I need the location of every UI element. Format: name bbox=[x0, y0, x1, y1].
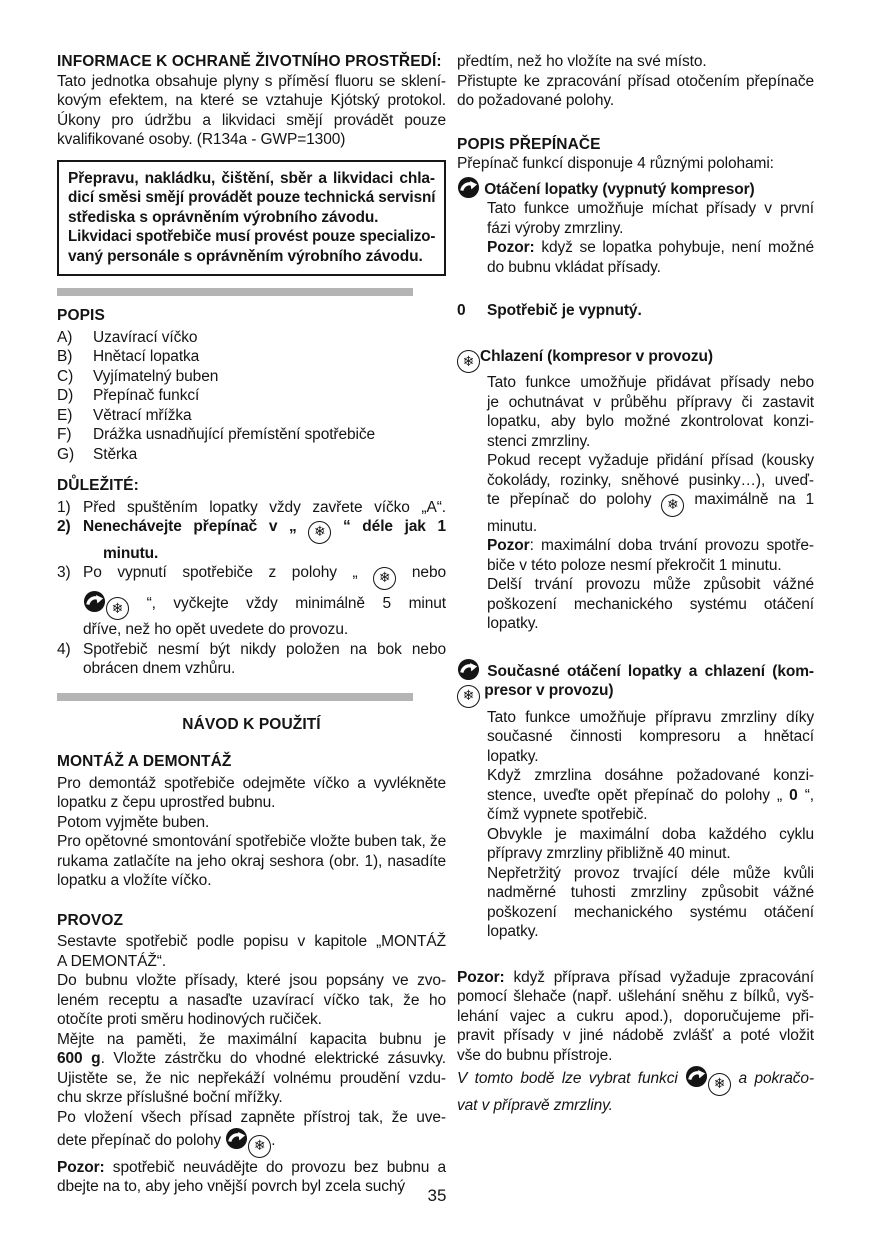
section-divider-bar bbox=[57, 288, 413, 296]
snowflake-icon: ❄ bbox=[457, 350, 480, 373]
text-run: V tomto bodě lze vybrat funkci bbox=[457, 1070, 686, 1087]
text-line bbox=[457, 968, 814, 988]
text-line bbox=[457, 805, 814, 825]
text-line bbox=[457, 373, 814, 393]
text-line bbox=[57, 871, 446, 891]
text-run: Pro opětovné smontování spotřebiče vložte buben tak, že bbox=[57, 833, 447, 850]
text-line bbox=[457, 595, 814, 615]
text-line bbox=[57, 1108, 446, 1128]
text-line bbox=[57, 1158, 446, 1178]
text-line bbox=[57, 640, 446, 660]
text-line bbox=[457, 556, 814, 576]
text-run: Hnětací lopatka bbox=[93, 348, 200, 365]
text-line bbox=[57, 1069, 446, 1089]
text-line bbox=[57, 774, 446, 794]
column-left bbox=[57, 52, 446, 1197]
text-line bbox=[457, 1026, 814, 1046]
text-line bbox=[57, 386, 446, 406]
text-run: Úkony pro údržbu a likvidaci smějí provádět pouze bbox=[57, 111, 446, 129]
text-line bbox=[457, 1065, 814, 1096]
text-run: Pro demontáž spotřebiče odejměte víčko a vyvlékněte bbox=[57, 774, 446, 792]
text-line bbox=[457, 258, 814, 278]
text-line bbox=[457, 301, 814, 321]
list-marker: C) bbox=[57, 367, 74, 385]
text-line bbox=[457, 727, 814, 747]
text-run: lopatku, aby bylo možné zkontrolovat konzi- bbox=[487, 413, 814, 430]
paragraph bbox=[57, 72, 446, 150]
list-marker: 1) bbox=[57, 498, 71, 516]
text-line bbox=[57, 517, 446, 544]
text-line bbox=[68, 188, 436, 208]
section-heading: INFORMACE K OCHRANĚ ŽIVOTNÍHO PROSTŘEDÍ: bbox=[57, 53, 442, 70]
text-run: Pozor: bbox=[457, 968, 505, 986]
text-line bbox=[57, 445, 446, 465]
paddle-rotation-icon bbox=[457, 176, 480, 199]
text-run: Po vypnutí spotřebiče z polohy „ bbox=[83, 564, 374, 581]
text-run: dbejte na to, aby jeho vnější povrch byl zcela suchý bbox=[57, 1178, 406, 1195]
text-run: “ déle jak 1 bbox=[331, 518, 446, 535]
text-run: Tato funkce umožňuje přidávat přísady nebo bbox=[487, 374, 814, 391]
text-line bbox=[457, 825, 814, 845]
text-line bbox=[57, 91, 446, 111]
text-line bbox=[457, 176, 814, 200]
text-run: obrácen dnem vzhůru. bbox=[83, 660, 236, 677]
text-run: kovým efektem, na které se vztahuje Kjótský protokol. bbox=[57, 92, 446, 109]
text-run: Otáčení lopatky (vypnutý kompresor) bbox=[480, 180, 755, 198]
text-run: Chlazení (kompresor v provozu) bbox=[480, 347, 713, 365]
paragraph bbox=[57, 774, 446, 891]
warning-box bbox=[57, 160, 446, 277]
list-marker: 0 bbox=[457, 302, 466, 319]
text-run: : maximální doba trvání provozu spotře- bbox=[529, 537, 814, 554]
text-line bbox=[57, 544, 446, 564]
text-line bbox=[457, 393, 814, 413]
text-run: . Vložte zástrčku do vhodné elektrické zásuvky. bbox=[100, 1050, 446, 1067]
text-line bbox=[57, 328, 446, 348]
text-run: Nepřetržitý provoz trvající déle může kvůli bbox=[487, 864, 814, 882]
text-line bbox=[68, 247, 435, 267]
text-run: dříve, než ho opět uvedete do provozu. bbox=[83, 621, 349, 638]
text-line bbox=[457, 987, 814, 1007]
list-marker: G) bbox=[57, 445, 75, 463]
list-marker: 4) bbox=[57, 640, 71, 658]
text-run: spotřebič neuvádějte do provozu bez bubnu a bbox=[104, 1158, 446, 1176]
text-run: Přepínač funkcí disponuje 4 různými polohami: bbox=[457, 155, 774, 172]
text-run: Pozor bbox=[487, 537, 530, 554]
text-line bbox=[57, 72, 446, 92]
text-line bbox=[457, 614, 814, 634]
text-line bbox=[68, 227, 436, 247]
text-line bbox=[57, 1088, 446, 1108]
text-line bbox=[457, 1046, 814, 1066]
text-run: vat v přípravě zmrzliny. bbox=[457, 1096, 613, 1114]
text-run: poškození mechanického systému otáčení bbox=[487, 903, 814, 921]
text-line bbox=[57, 991, 446, 1011]
list-marker: F) bbox=[57, 426, 72, 443]
text-run: Ujistěte se, že nic nepřekáží volnému proudění vzdu- bbox=[57, 1069, 446, 1087]
text-run: a pokračo- bbox=[731, 1070, 814, 1087]
text-run: Tato funkce umožňuje přípravu zmrzliny díky bbox=[487, 708, 814, 726]
paddle-rotation-icon bbox=[457, 658, 480, 681]
paragraph bbox=[457, 968, 814, 1116]
text-run: když se lopatka pohybuje, není možné bbox=[534, 239, 814, 256]
paragraph bbox=[57, 498, 446, 679]
text-line bbox=[457, 154, 814, 174]
list-marker: 2) bbox=[57, 518, 71, 535]
snowflake-icon: ❄ bbox=[308, 521, 331, 544]
paragraph bbox=[457, 347, 814, 634]
list-marker: A) bbox=[57, 328, 73, 346]
text-line bbox=[457, 766, 814, 786]
text-run: Přistupte ke zpracování přísad otočením přepínače bbox=[457, 72, 814, 90]
text-line bbox=[57, 932, 446, 952]
text-run: lopatku z čepu uprostřed bubnu. bbox=[57, 794, 276, 811]
text-line bbox=[457, 786, 814, 806]
section-heading: POPIS PŘEPÍNAČE bbox=[457, 135, 601, 153]
text-line bbox=[457, 922, 814, 942]
section-heading: POPIS bbox=[57, 307, 105, 324]
paragraph bbox=[457, 154, 814, 174]
text-run: Pozor: bbox=[57, 1158, 105, 1176]
text-run: maximálně na 1 bbox=[684, 491, 814, 508]
text-line bbox=[57, 130, 446, 150]
text-run: Vyjímatelný buben bbox=[93, 367, 219, 385]
text-line bbox=[57, 852, 446, 872]
text-line bbox=[57, 659, 446, 679]
text-run: Větrací mřížka bbox=[93, 406, 192, 424]
text-run: Pokud recept vyžaduje přidání přísad (kousky bbox=[487, 452, 814, 469]
text-run: Spotřebič je vypnutý. bbox=[487, 302, 642, 319]
text-line bbox=[57, 971, 446, 991]
paragraph bbox=[457, 176, 814, 278]
text-run: Přepínač funkcí bbox=[93, 387, 200, 404]
text-run: nadměrné tuhosti zmrzliny způsobit vážné bbox=[487, 884, 814, 901]
text-run: Stěrka bbox=[93, 445, 138, 463]
text-run: Tato jednotka obsahuje plyny s příměsí fluoru se sklení- bbox=[57, 72, 446, 90]
text-run: Současné otáčení lopatky a chlazení (kom- bbox=[480, 662, 814, 680]
text-run: dete přepínač do polohy bbox=[57, 1132, 226, 1149]
text-line bbox=[457, 451, 814, 471]
paragraph bbox=[457, 658, 814, 942]
column-right bbox=[457, 52, 814, 1115]
text-run: poškození mechanického systému otáčení bbox=[487, 595, 814, 613]
text-run: čímž vypnete spotřebič. bbox=[487, 806, 648, 823]
text-line bbox=[57, 406, 446, 426]
snowflake-icon: ❄ bbox=[457, 685, 480, 708]
text-run: Nenechávejte přepínač v „ bbox=[83, 518, 309, 535]
text-line bbox=[457, 1007, 814, 1027]
text-run: minutu. bbox=[103, 544, 159, 562]
paragraph bbox=[57, 932, 446, 1197]
text-line bbox=[57, 952, 446, 972]
paddle-rotation-icon bbox=[685, 1065, 708, 1088]
paddle-rotation-icon bbox=[225, 1127, 248, 1150]
text-run: kvalifikované osoby. (R134a - GWP=1300) bbox=[57, 131, 346, 148]
snowflake-icon: ❄ bbox=[708, 1073, 731, 1096]
text-run: Obvykle je maximální doba každého cyklu bbox=[487, 825, 814, 843]
text-line bbox=[57, 111, 446, 131]
text-line bbox=[68, 208, 435, 228]
text-run: Potom vyjměte buben. bbox=[57, 813, 210, 831]
text-line bbox=[457, 903, 814, 923]
list-marker: E) bbox=[57, 406, 73, 424]
text-run: Tato funkce umožňuje míchat přísady v první bbox=[487, 200, 814, 217]
text-line bbox=[457, 575, 814, 595]
text-run: vaný personále s oprávněním výrobního závodu. bbox=[68, 247, 423, 265]
text-run: přípravy zmrzliny přibližně 40 minut. bbox=[487, 845, 731, 862]
list-marker: B) bbox=[57, 348, 73, 365]
text-run: do požadované polohy. bbox=[457, 92, 615, 109]
text-run: stenci zmrzliny. bbox=[487, 432, 591, 450]
text-line bbox=[457, 412, 814, 432]
text-run: lopatky. bbox=[487, 747, 539, 765]
snowflake-icon: ❄ bbox=[248, 1135, 271, 1158]
text-line bbox=[457, 536, 814, 556]
text-run: minutu. bbox=[487, 517, 538, 535]
text-run: současné činnosti kompresoru a hnětací bbox=[487, 728, 814, 745]
text-run: Před spuštěním lopatky vždy zavřete víčko „A“. bbox=[83, 498, 446, 516]
text-line bbox=[57, 1030, 446, 1050]
text-run: pravit přísady v jiné nádobě zvlášť a poté vložit bbox=[457, 1027, 814, 1044]
text-run: otočíte proti směru hodinových ručiček. bbox=[57, 1011, 322, 1028]
list-marker: 3) bbox=[57, 564, 71, 581]
text-line bbox=[57, 1127, 446, 1158]
section-divider-bar bbox=[57, 693, 413, 701]
text-line bbox=[457, 219, 814, 239]
text-run: nebo bbox=[396, 564, 446, 581]
text-line bbox=[457, 708, 814, 728]
text-line bbox=[457, 490, 814, 517]
text-line bbox=[457, 1096, 814, 1116]
text-run: 0 bbox=[789, 786, 798, 804]
section-heading: MONTÁŽ A DEMONTÁŽ bbox=[57, 753, 232, 770]
text-run: stence, uveďte opět přepínač do polohy „ bbox=[487, 786, 790, 804]
text-run: Po vložení všech přísad zapněte přístroj tak, že uve- bbox=[57, 1108, 446, 1126]
text-line bbox=[57, 1049, 446, 1069]
text-run: rukama zatlačíte na jeho okraj seshora (obr. 1), nasadíte bbox=[57, 852, 446, 870]
text-line bbox=[457, 681, 814, 708]
text-line bbox=[457, 72, 814, 92]
text-line bbox=[57, 620, 446, 640]
text-run: biče v této poloze nesmí překročit 1 minutu. bbox=[487, 556, 782, 574]
text-line bbox=[57, 590, 446, 621]
text-run: střediska s oprávněním výrobního závodu. bbox=[68, 208, 379, 226]
chapter-heading: NÁVOD K POUŽITÍ bbox=[182, 715, 321, 733]
paddle-rotation-icon bbox=[83, 590, 106, 613]
text-run: lehání vajec a cukru apod.), doporučujeme při- bbox=[457, 1007, 814, 1025]
snowflake-icon: ❄ bbox=[106, 597, 129, 620]
text-run: Do bubnu vložte přísady, které jsou popsány ve zvo- bbox=[57, 972, 446, 989]
text-run: lopatku a vložíte víčko. bbox=[57, 872, 212, 889]
text-run: A DEMONTÁŽ“. bbox=[57, 952, 167, 970]
text-run: Drážka usnadňující přemístění spotřebiče bbox=[93, 426, 376, 443]
text-run: pomocí šlehače (např. ušlehání sněhu z bílků, vyš- bbox=[457, 988, 814, 1005]
text-run: když příprava přísad vyžaduje zpracování bbox=[504, 968, 814, 986]
text-run: lopatky. bbox=[487, 923, 539, 940]
text-line bbox=[57, 347, 446, 367]
snowflake-icon: ❄ bbox=[661, 494, 684, 517]
text-run: lopatky. bbox=[487, 615, 539, 632]
snowflake-icon: ❄ bbox=[373, 567, 396, 590]
text-run: čokolády, rozinky, sněhové pusinky…), uveď- bbox=[487, 471, 814, 489]
text-line bbox=[57, 832, 446, 852]
text-run: fázi výroby zmrzliny. bbox=[487, 219, 624, 237]
text-run: presor v provozu) bbox=[480, 682, 614, 699]
text-line bbox=[457, 91, 814, 111]
text-line bbox=[57, 1010, 446, 1030]
text-run: je ochutnávat v průběhu přípravy či zastavit bbox=[487, 393, 814, 411]
text-run: chu skrze příslušné boční mřížky. bbox=[57, 1089, 283, 1106]
text-run: Sestavte spotřebič podle popisu v kapitole „MONTÁŽ bbox=[57, 933, 446, 950]
text-line bbox=[57, 498, 446, 518]
text-run: “, bbox=[797, 786, 814, 804]
text-run: Likvidaci spotřebiče musí provést pouze specializo- bbox=[68, 228, 436, 245]
text-run: Mějte na paměti, že maximální kapacita bubnu je bbox=[57, 1030, 446, 1048]
text-run: te přepínač do polohy bbox=[487, 491, 662, 508]
text-line bbox=[457, 864, 814, 884]
text-run: leném receptu a nasaďte uzavírací víčko tak, že ho bbox=[57, 991, 446, 1009]
paragraph bbox=[57, 328, 446, 465]
text-line bbox=[457, 432, 814, 452]
text-run: předtím, než ho vložíte na své místo. bbox=[457, 53, 707, 70]
text-run: . bbox=[271, 1132, 276, 1149]
section-heading: DŮLEŽITÉ: bbox=[57, 477, 139, 494]
text-run: dicí směsi smějí provádět pouze technická servisní bbox=[68, 189, 436, 206]
text-line bbox=[457, 883, 814, 903]
text-run: do bubnu vkládat přísady. bbox=[487, 258, 661, 276]
text-run: Pozor: bbox=[487, 239, 535, 256]
text-line bbox=[57, 793, 446, 813]
text-line bbox=[57, 813, 446, 833]
text-line bbox=[457, 844, 814, 864]
text-line bbox=[57, 367, 446, 387]
text-run: Spotřebič nesmí být nikdy položen na bok nebo bbox=[83, 640, 446, 658]
text-line bbox=[57, 425, 446, 445]
text-run: “, vyčkejte vždy minimálně 5 minut bbox=[129, 594, 446, 612]
text-line bbox=[457, 517, 814, 537]
text-line bbox=[68, 169, 435, 189]
page-number: 35 bbox=[427, 1186, 447, 1205]
paragraph bbox=[457, 52, 814, 111]
text-run: Delší trvání provozu může způsobit vážné bbox=[487, 576, 814, 593]
text-run: Přepravu, nakládku, čištění, sběr a likvidaci chla- bbox=[68, 169, 435, 187]
paragraph bbox=[457, 301, 814, 321]
text-line bbox=[457, 199, 814, 219]
text-run: Uzavírací víčko bbox=[93, 328, 198, 346]
text-line bbox=[457, 658, 814, 682]
section-heading: PROVOZ bbox=[57, 911, 124, 929]
text-line bbox=[457, 347, 814, 374]
text-line bbox=[457, 471, 814, 491]
text-line bbox=[57, 563, 446, 590]
text-run: 600 g bbox=[57, 1050, 101, 1067]
text-line bbox=[457, 238, 814, 258]
text-run: vše do bubnu přístroje. bbox=[457, 1046, 613, 1064]
text-line bbox=[457, 52, 814, 72]
text-run: Když zmrzlina dosáhne požadované konzi- bbox=[487, 767, 814, 784]
list-marker: D) bbox=[57, 387, 74, 404]
text-line bbox=[457, 747, 814, 767]
